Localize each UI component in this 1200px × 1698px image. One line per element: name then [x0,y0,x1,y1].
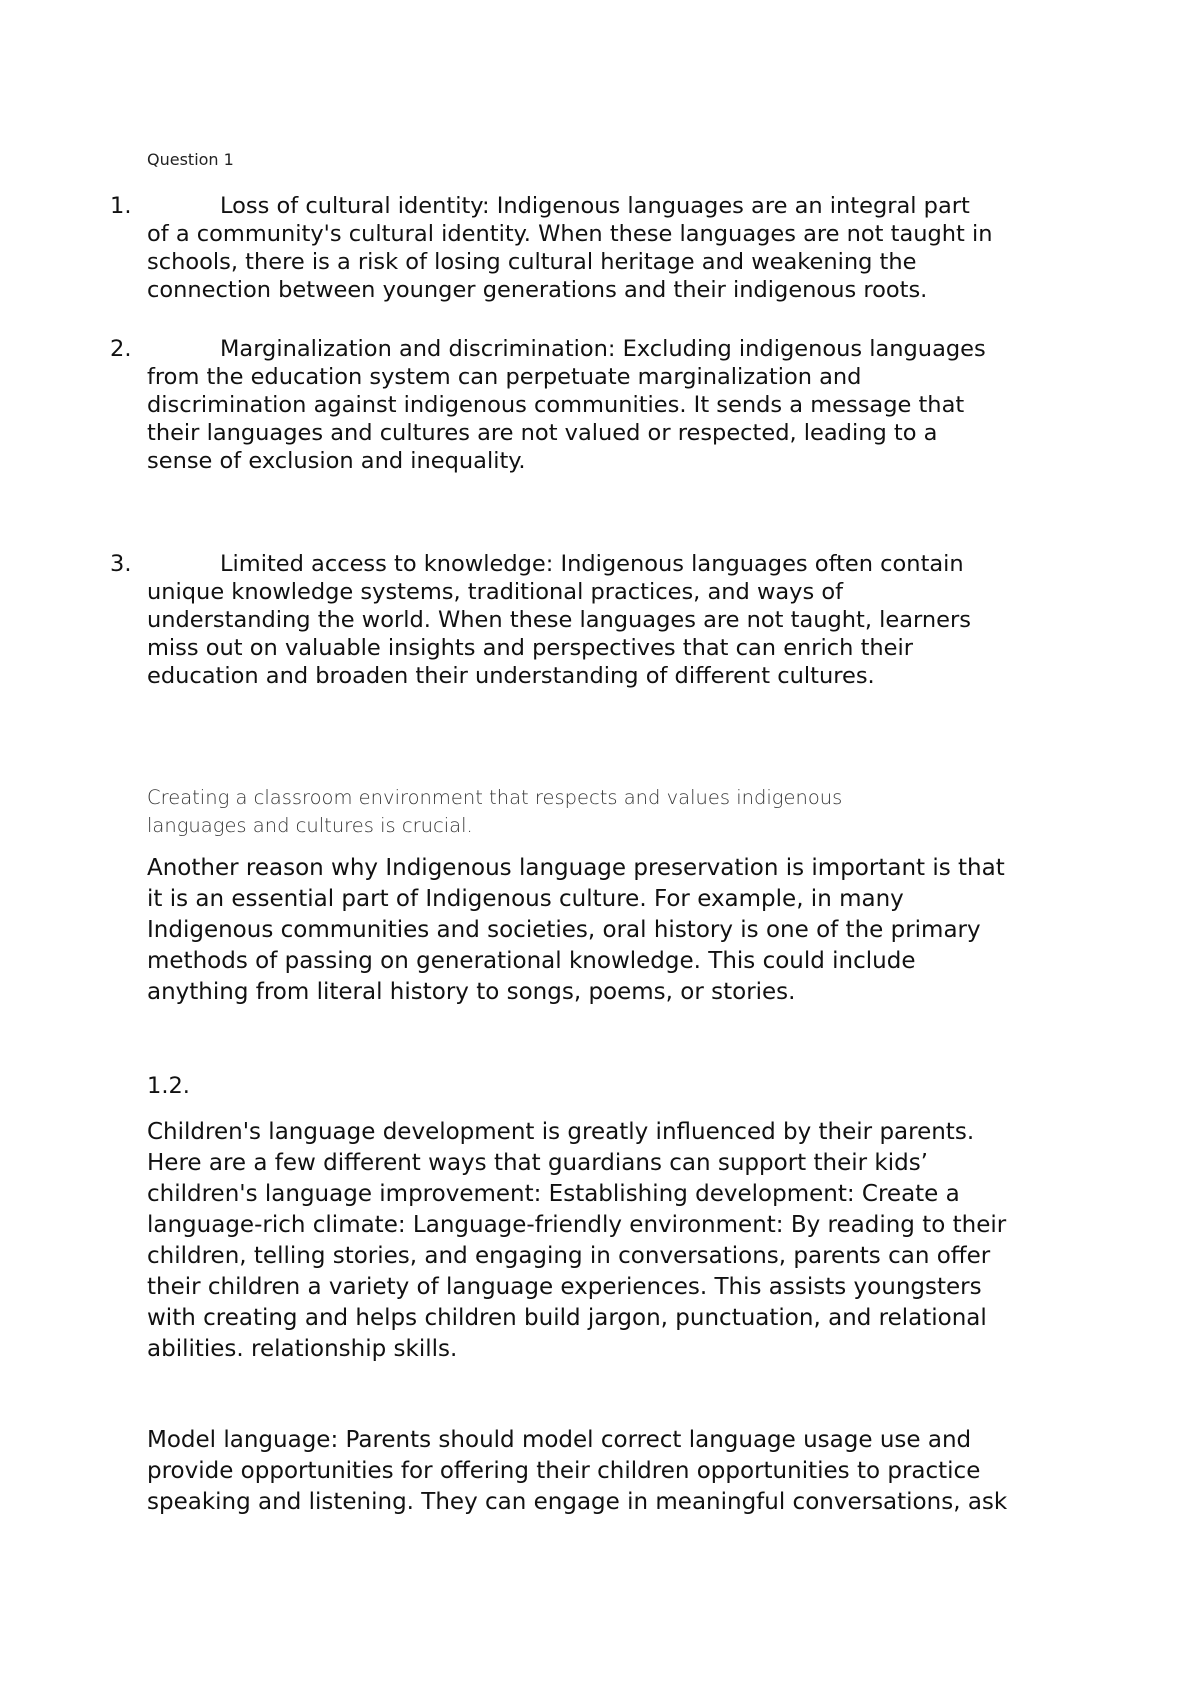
list-item-3 [110,550,1070,690]
paragraph-line: Indigenous communities and societies, oral history is one of the primary [147,917,981,943]
list-item-line: of a community's cultural identity. When these languages are not taught in [147,221,993,247]
list-item-line: schools, there is a risk of losing cultural heritage and weakening the [147,249,917,275]
paragraph-line: Here are a few different ways that guardians can support their kids’ [147,1150,928,1176]
list-item-line: discrimination against indigenous communities. It sends a message that [147,392,965,418]
paragraph-line: speaking and listening. They can engage in meaningful conversations, ask [147,1489,1008,1515]
list-item-line: connection between younger generations and their indigenous roots. [147,277,928,303]
list-item-first-line: Limited access to knowledge: Indigenous languages often contain [220,551,964,577]
paragraph-line: language-rich climate: Language-friendly environment: By reading to their [147,1212,1007,1238]
list-item-line: miss out on valuable insights and perspectives that can enrich their [147,635,914,661]
parents-paragraph [147,1117,1077,1365]
list-number: 3. [110,551,132,577]
section-number: 1.2. [147,1073,190,1099]
list-item-line: understanding the world. When these languages are not taught, learners [147,607,971,633]
list-item-line: their languages and cultures are not valued or respected, leading to a [147,420,938,446]
list-item-first-line: Loss of cultural identity: Indigenous languages are an integral part [220,193,970,219]
list-item-line: sense of exclusion and inequality. [147,448,526,474]
list-item-first-line: Marginalization and discrimination: Excluding indigenous languages [220,336,986,362]
question-label: Question 1 [147,150,234,169]
list-item-line: from the education system can perpetuate marginalization and [147,364,862,390]
classroom-note [147,784,1047,840]
paragraph-line: Another reason why Indigenous language preservation is important is that [147,855,1005,881]
paragraph-line: abilities. relationship skills. [147,1336,458,1362]
paragraph-line: with creating and helps children build jargon, punctuation, and relational [147,1305,987,1331]
list-item-1 [110,192,1070,304]
paragraph-line: methods of passing on generational knowledge. This could include [147,948,916,974]
paragraph-line: children, telling stories, and engaging in conversations, parents can offer [147,1243,991,1269]
model-language-paragraph [147,1425,1077,1518]
paragraph-line: Model language: Parents should model correct language usage use and [147,1427,972,1453]
paragraph-line: it is an essential part of Indigenous culture. For example, in many [147,886,904,912]
list-item-line: unique knowledge systems, traditional practices, and ways of [147,579,844,605]
paragraph-line: anything from literal history to songs, poems, or stories. [147,979,796,1005]
preservation-paragraph [147,853,1077,1008]
list-item-2 [110,335,1070,475]
paragraph-line: provide opportunities for offering their children opportunities to practice [147,1458,981,1484]
list-number: 2. [110,336,132,362]
paragraph-line: Creating a classroom environment that respects and values indigenous [147,786,843,809]
paragraph-line: Children's language development is greatly influenced by their parents. [147,1119,975,1145]
list-number: 1. [110,193,132,219]
paragraph-line: languages and cultures is crucial. [147,814,473,837]
paragraph-line: children's language improvement: Establishing development: Create a [147,1181,960,1207]
paragraph-line: their children a variety of language experiences. This assists youngsters [147,1274,982,1300]
list-item-line: education and broaden their understanding of different cultures. [147,663,875,689]
